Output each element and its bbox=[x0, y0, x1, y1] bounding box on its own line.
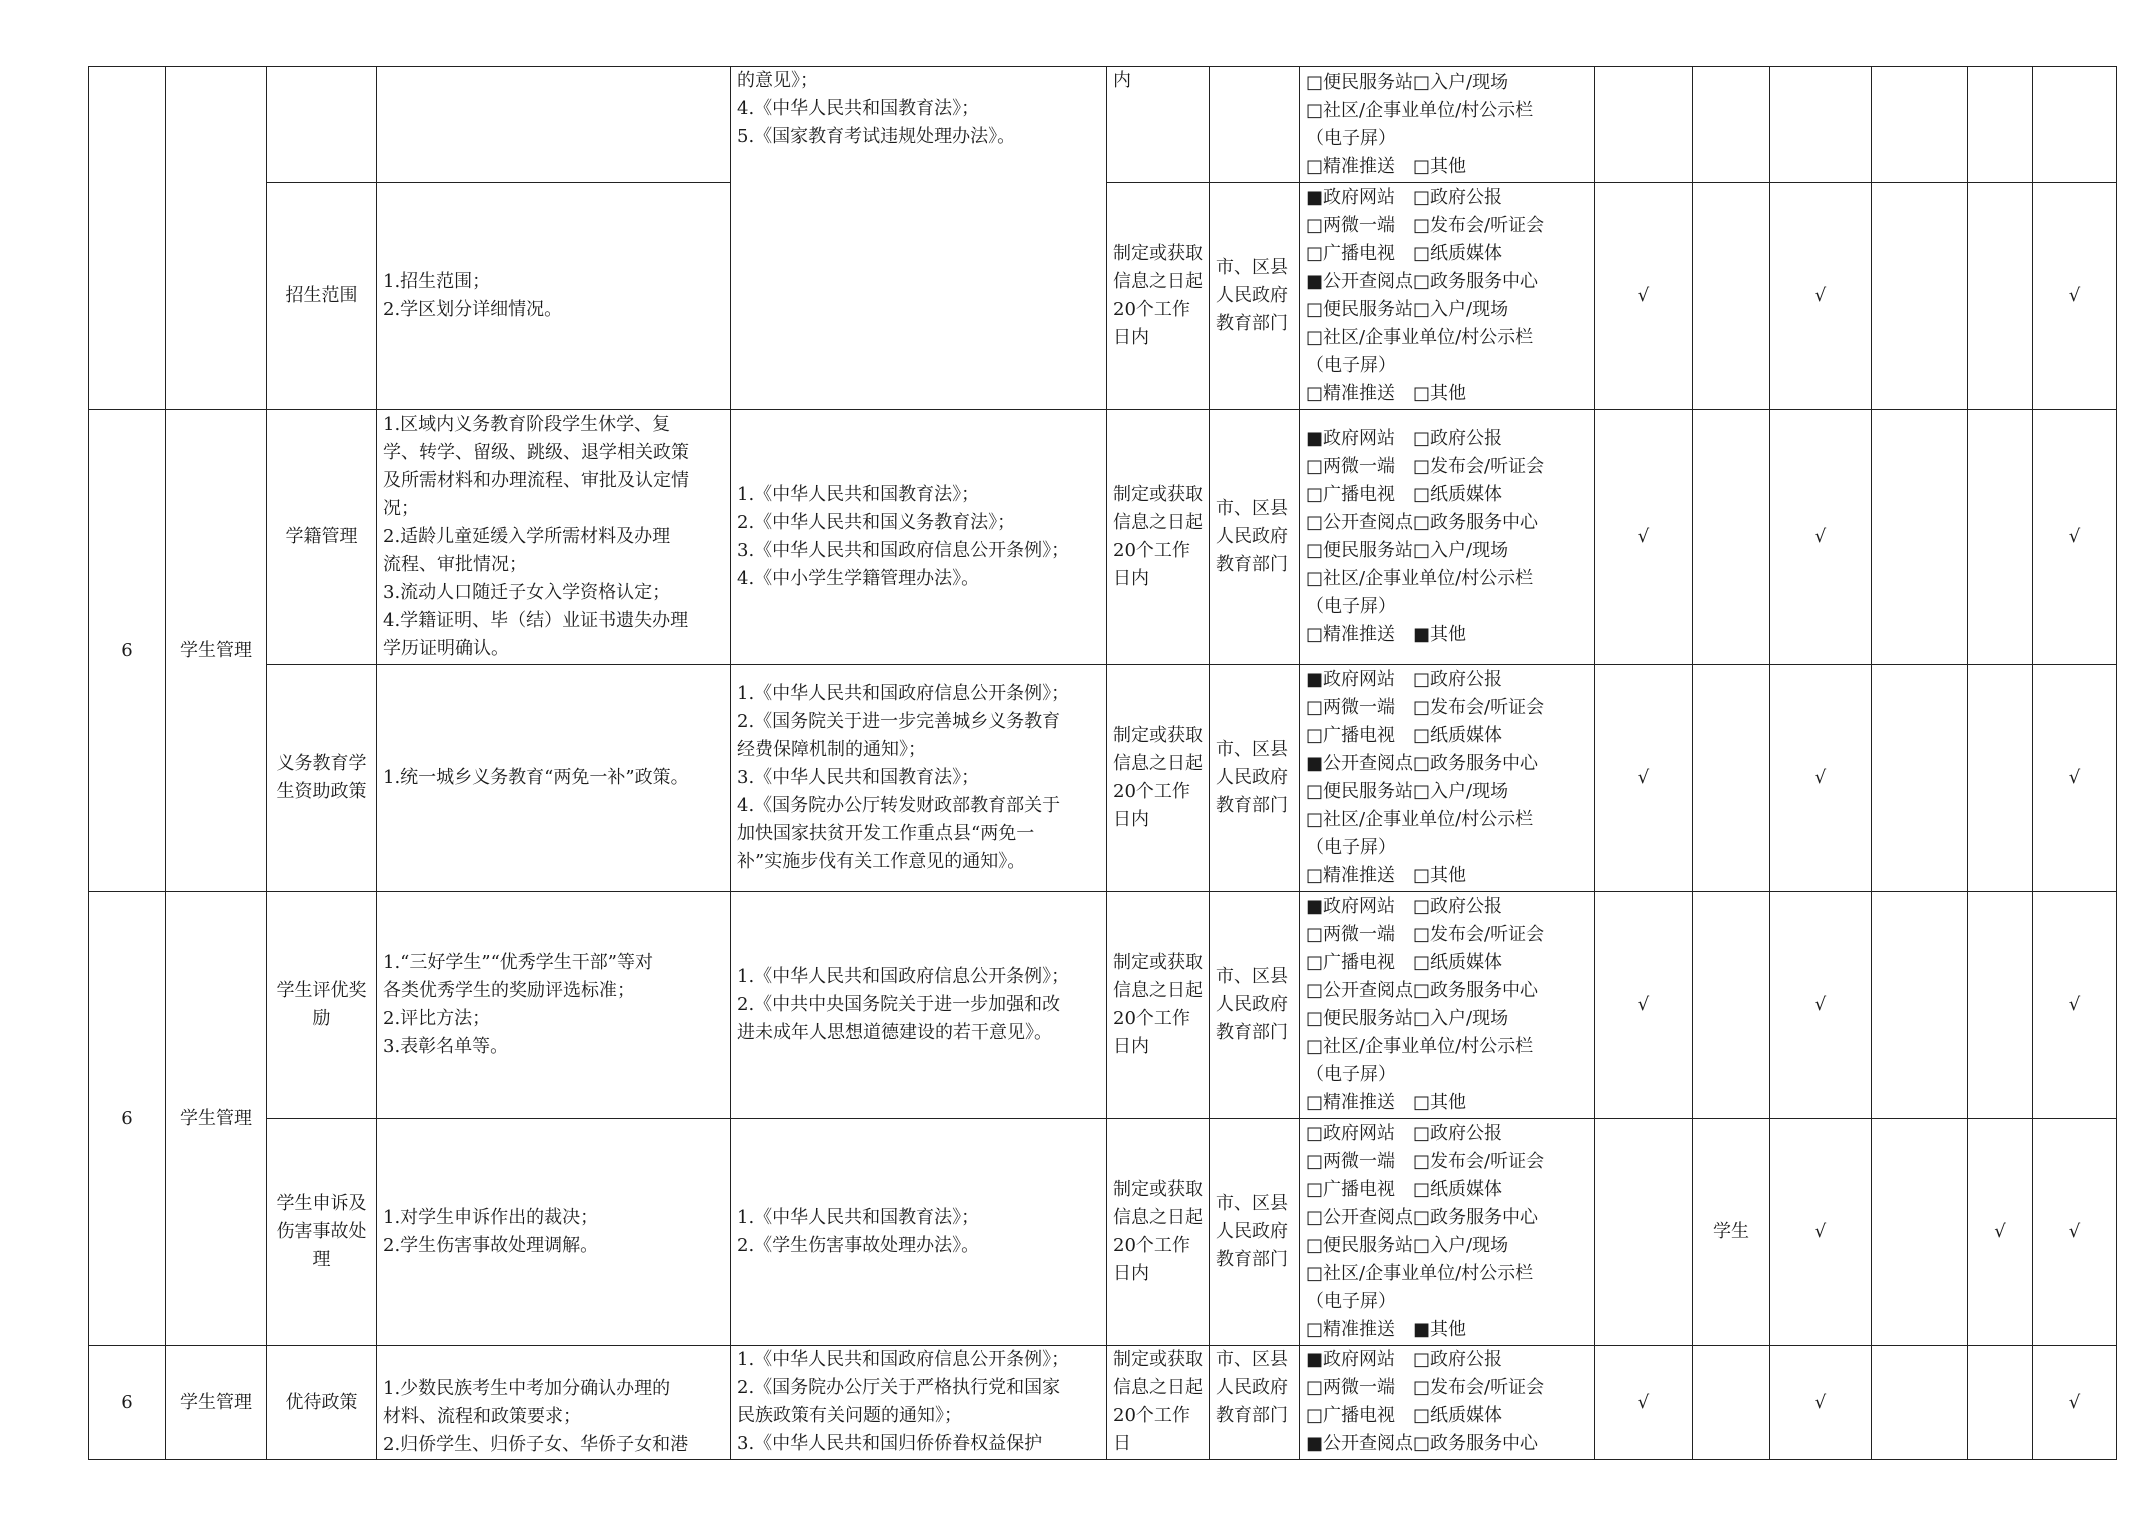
cell-channels bbox=[1300, 665, 1595, 892]
cell-item: 学生评优奖励 bbox=[267, 892, 377, 1119]
channel-line: □便民服务站□入户/现场 bbox=[1306, 71, 1509, 93]
cell-no: 6 bbox=[89, 410, 166, 892]
cell-mark: √ bbox=[1595, 410, 1693, 665]
cell-no: 6 bbox=[89, 892, 166, 1346]
cell-mark: √ bbox=[1595, 665, 1693, 892]
cell-mark bbox=[1968, 665, 2033, 892]
channel-line: □广播电视 □纸质媒体 bbox=[1306, 484, 1503, 505]
content-line: 1.对学生申诉作出的裁决； bbox=[383, 1207, 599, 1228]
cell-subject: 市、区县人民政府教育部门 bbox=[1210, 410, 1300, 665]
channel-line: □两微一端 □发布会/听证会 bbox=[1306, 215, 1545, 236]
cell-subject: 市、区县人民政府教育部门 bbox=[1210, 665, 1300, 892]
cell-mark bbox=[1693, 1346, 1770, 1460]
cell-content bbox=[377, 67, 731, 183]
basis-line: 2.《学生伤害事故处理办法》。 bbox=[737, 1235, 980, 1256]
cell-channels bbox=[1300, 183, 1595, 410]
table-row bbox=[89, 67, 2117, 183]
channel-line: □社区/企事业单位/村公示栏 bbox=[1306, 568, 1534, 589]
cell-mark bbox=[1770, 67, 1872, 183]
cell-mark bbox=[1595, 67, 1693, 183]
cell-category: 学生管理 bbox=[166, 892, 267, 1346]
channel-line: □精准推送 □其他 bbox=[1306, 155, 1467, 177]
channel-line: ■公开查阅点□政务服务中心 bbox=[1306, 1433, 1539, 1454]
channel-line: □公开查阅点□政务服务中心 bbox=[1306, 1207, 1539, 1228]
cell-no bbox=[89, 67, 166, 410]
basis-line: 1.《中华人民共和国政府信息公开条例》； bbox=[737, 966, 1070, 987]
cell-category: 学生管理 bbox=[166, 410, 267, 892]
cell-mark: 学生 bbox=[1693, 1119, 1770, 1346]
cell-subject: 市、区县人民政府教育部门 bbox=[1210, 1346, 1300, 1460]
cell-item: 招生范围 bbox=[267, 183, 377, 410]
cell-time: 制定或获取信息之日起20个工作日 bbox=[1107, 1346, 1210, 1460]
channel-line: □便民服务站□入户/现场 bbox=[1306, 299, 1509, 320]
cell-mark: √ bbox=[1968, 1119, 2033, 1346]
basis-line: 1.《中华人民共和国教育法》； bbox=[737, 1207, 980, 1228]
content-line: 2.归侨学生、归侨子女、华侨子女和港 bbox=[383, 1434, 689, 1455]
cell-mark: √ bbox=[2033, 183, 2117, 410]
cell-mark: √ bbox=[2033, 410, 2117, 665]
channel-line: ■政府网站 □政府公报 bbox=[1306, 669, 1503, 690]
content-line: 1.统一城乡义务教育“两免一补”政策。 bbox=[383, 767, 689, 788]
content-line: 及所需材料和办理流程、审批及认定情 bbox=[383, 470, 689, 491]
cell-subject: 市、区县人民政府教育部门 bbox=[1210, 1119, 1300, 1346]
table-row bbox=[89, 665, 2117, 892]
table-row bbox=[89, 1119, 2117, 1346]
content-line: 1.少数民族考生中考加分确认办理的 bbox=[383, 1378, 671, 1399]
channel-line: （电子屏） bbox=[1306, 355, 1396, 376]
cell-channels bbox=[1300, 1119, 1595, 1346]
content-line: 况； bbox=[383, 498, 419, 519]
channel-line: ■公开查阅点□政务服务中心 bbox=[1306, 271, 1539, 292]
cell-time: 内 bbox=[1107, 67, 1210, 183]
channel-line: □社区/企事业单位/村公示栏 bbox=[1306, 1263, 1534, 1284]
cell-mark bbox=[1968, 892, 2033, 1119]
content-line: 2.学生伤害事故处理调解。 bbox=[383, 1235, 599, 1256]
channel-line: □两微一端 □发布会/听证会 bbox=[1306, 1377, 1545, 1398]
cell-mark bbox=[1872, 67, 1968, 183]
basis-line: 的意见》； bbox=[737, 70, 818, 91]
cell-mark: √ bbox=[1770, 1346, 1872, 1460]
content-line: 学、转学、留级、跳级、退学相关政策 bbox=[383, 442, 689, 463]
channel-line: （电子屏） bbox=[1306, 1291, 1396, 1312]
channel-line: □公开查阅点□政务服务中心 bbox=[1306, 512, 1539, 533]
basis-line: 进未成年人思想道德建设的若干意见》。 bbox=[737, 1022, 1052, 1043]
table-row bbox=[89, 410, 2117, 665]
channel-line: □精准推送 ■其他 bbox=[1306, 624, 1467, 645]
channel-line: ■政府网站 □政府公报 bbox=[1306, 1349, 1503, 1370]
cell-mark bbox=[1872, 665, 1968, 892]
cell-item: 学籍管理 bbox=[267, 410, 377, 665]
channel-line: □社区/企事业单位/村公示栏 bbox=[1306, 1036, 1534, 1057]
cell-mark: √ bbox=[2033, 892, 2117, 1119]
cell-mark bbox=[1872, 410, 1968, 665]
content-line: 1.区域内义务教育阶段学生休学、复 bbox=[383, 414, 671, 435]
cell-mark: √ bbox=[1770, 183, 1872, 410]
cell-mark: √ bbox=[1770, 1119, 1872, 1346]
cell-content bbox=[377, 665, 731, 892]
table-row bbox=[89, 1346, 2117, 1460]
cell-channels bbox=[1300, 1346, 1595, 1460]
cell-content bbox=[377, 1119, 731, 1346]
cell-mark bbox=[1872, 183, 1968, 410]
channel-line: □社区/企事业单位/村公示栏 bbox=[1306, 327, 1534, 348]
cell-channels bbox=[1300, 892, 1595, 1119]
basis-line: 民族政策有关问题的通知》； bbox=[737, 1405, 962, 1426]
channel-line: □公开查阅点□政务服务中心 bbox=[1306, 980, 1539, 1001]
basis-line: 4.《中小学生学籍管理办法》。 bbox=[737, 568, 980, 589]
cell-item: 优待政策 bbox=[267, 1346, 377, 1460]
cell-mark: √ bbox=[1595, 892, 1693, 1119]
content-line: 3.流动人口随迁子女入学资格认定； bbox=[383, 582, 671, 603]
table-row bbox=[89, 892, 2117, 1119]
channel-line: □精准推送 ■其他 bbox=[1306, 1319, 1467, 1340]
channel-line: □两微一端 □发布会/听证会 bbox=[1306, 456, 1545, 477]
cell-mark: √ bbox=[1595, 1346, 1693, 1460]
cell-mark bbox=[1872, 1346, 1968, 1460]
basis-line: 3.《中华人民共和国教育法》； bbox=[737, 767, 980, 788]
basis-line: 1.《中华人民共和国教育法》； bbox=[737, 484, 980, 505]
cell-mark bbox=[1693, 892, 1770, 1119]
channel-line: □精准推送 □其他 bbox=[1306, 383, 1467, 404]
cell-mark bbox=[1968, 183, 2033, 410]
basis-line: 4.《中华人民共和国教育法》； bbox=[737, 98, 980, 119]
content-line: 4.学籍证明、毕（结）业证书遗失办理 bbox=[383, 610, 689, 631]
cell-mark bbox=[1693, 410, 1770, 665]
cell-content bbox=[377, 892, 731, 1119]
cell-mark bbox=[1968, 1346, 2033, 1460]
cell-item bbox=[267, 67, 377, 183]
cell-subject bbox=[1210, 67, 1300, 183]
channel-line: □社区/企事业单位/村公示栏 bbox=[1306, 809, 1534, 830]
cell-mark bbox=[1872, 892, 1968, 1119]
cell-mark: √ bbox=[1595, 183, 1693, 410]
channel-line: （电子屏） bbox=[1306, 127, 1396, 149]
content-line: 2.评比方法； bbox=[383, 1008, 491, 1029]
basis-line: 加快国家扶贫开发工作重点县“两免一 bbox=[737, 823, 1035, 844]
basis-line: 补”实施步伐有关工作意见的通知》。 bbox=[737, 851, 1026, 872]
channel-line: □政府网站 □政府公报 bbox=[1306, 1123, 1503, 1144]
cell-time: 制定或获取信息之日起20个工作日内 bbox=[1107, 1119, 1210, 1346]
cell-content bbox=[377, 410, 731, 665]
channel-line: □便民服务站□入户/现场 bbox=[1306, 1235, 1509, 1256]
cell-channels bbox=[1300, 410, 1595, 665]
cell-basis bbox=[731, 410, 1107, 665]
basis-line: 经费保障机制的通知》； bbox=[737, 739, 926, 760]
channel-line: □广播电视 □纸质媒体 bbox=[1306, 243, 1503, 264]
cell-category: 学生管理 bbox=[166, 1346, 267, 1460]
cell-content bbox=[377, 1346, 731, 1460]
content-line: 1.“三好学生”“优秀学生干部”等对 bbox=[383, 952, 653, 973]
content-line: 2.学区划分详细情况。 bbox=[383, 299, 563, 320]
channel-line: □两微一端 □发布会/听证会 bbox=[1306, 924, 1545, 945]
basis-line: 3.《中华人民共和国政府信息公开条例》； bbox=[737, 540, 1070, 561]
cell-basis bbox=[731, 67, 1107, 410]
channel-line: □广播电视 □纸质媒体 bbox=[1306, 1179, 1503, 1200]
cell-no: 6 bbox=[89, 1346, 166, 1460]
content-line: 材料、流程和政策要求； bbox=[383, 1406, 581, 1427]
disclosure-table bbox=[88, 66, 2117, 1460]
cell-mark: √ bbox=[2033, 665, 2117, 892]
cell-mark: √ bbox=[2033, 1346, 2117, 1460]
channel-line: □精准推送 □其他 bbox=[1306, 865, 1467, 886]
cell-subject: 市、区县人民政府教育部门 bbox=[1210, 892, 1300, 1119]
channel-line: □便民服务站□入户/现场 bbox=[1306, 1008, 1509, 1029]
cell-content bbox=[377, 183, 731, 410]
basis-line: 5.《国家教育考试违规处理办法》。 bbox=[737, 126, 1016, 147]
channel-line: □广播电视 □纸质媒体 bbox=[1306, 725, 1503, 746]
channel-line: □广播电视 □纸质媒体 bbox=[1306, 952, 1503, 973]
cell-channels bbox=[1300, 67, 1595, 183]
content-line: 流程、审批情况； bbox=[383, 554, 527, 575]
channel-line: □精准推送 □其他 bbox=[1306, 1092, 1467, 1113]
cell-mark: √ bbox=[2033, 1119, 2117, 1346]
cell-time: 制定或获取信息之日起20个工作日内 bbox=[1107, 410, 1210, 665]
basis-line: 4.《国务院办公厅转发财政部教育部关于 bbox=[737, 795, 1061, 816]
cell-mark: √ bbox=[1770, 665, 1872, 892]
cell-category bbox=[166, 67, 267, 410]
cell-mark bbox=[1872, 1119, 1968, 1346]
cell-basis bbox=[731, 1346, 1107, 1460]
channel-line: ■公开查阅点□政务服务中心 bbox=[1306, 753, 1539, 774]
content-line: 2.适龄儿童延缓入学所需材料及办理 bbox=[383, 526, 671, 547]
channel-line: □广播电视 □纸质媒体 bbox=[1306, 1405, 1503, 1426]
cell-time: 制定或获取信息之日起20个工作日内 bbox=[1107, 892, 1210, 1119]
cell-item: 学生申诉及伤害事故处理 bbox=[267, 1119, 377, 1346]
cell-subject: 市、区县人民政府教育部门 bbox=[1210, 183, 1300, 410]
basis-line: 2.《国务院关于进一步完善城乡义务教育 bbox=[737, 711, 1061, 732]
channel-line: ■政府网站 □政府公报 bbox=[1306, 187, 1503, 208]
cell-mark bbox=[2033, 67, 2117, 183]
basis-line: 2.《国务院办公厅关于严格执行党和国家 bbox=[737, 1377, 1061, 1398]
cell-time: 制定或获取信息之日起20个工作日内 bbox=[1107, 183, 1210, 410]
cell-mark: √ bbox=[1770, 410, 1872, 665]
cell-mark bbox=[1693, 183, 1770, 410]
cell-basis bbox=[731, 1119, 1107, 1346]
cell-mark: √ bbox=[1770, 892, 1872, 1119]
channel-line: □两微一端 □发布会/听证会 bbox=[1306, 1151, 1545, 1172]
basis-line: 2.《中共中央国务院关于进一步加强和改 bbox=[737, 994, 1061, 1015]
cell-mark bbox=[1693, 665, 1770, 892]
channel-line: （电子屏） bbox=[1306, 837, 1396, 858]
content-line: 1.招生范围； bbox=[383, 271, 491, 292]
cell-basis bbox=[731, 892, 1107, 1119]
content-line: 学历证明确认。 bbox=[383, 638, 509, 659]
channel-line: □两微一端 □发布会/听证会 bbox=[1306, 697, 1545, 718]
channel-line: （电子屏） bbox=[1306, 1064, 1396, 1085]
content-line: 各类优秀学生的奖励评选标准； bbox=[383, 980, 635, 1001]
cell-basis bbox=[731, 665, 1107, 892]
cell-time: 制定或获取信息之日起20个工作日内 bbox=[1107, 665, 1210, 892]
channel-line: □便民服务站□入户/现场 bbox=[1306, 540, 1509, 561]
channel-line: ■政府网站 □政府公报 bbox=[1306, 428, 1503, 449]
cell-mark bbox=[1968, 410, 2033, 665]
channel-line: ■政府网站 □政府公报 bbox=[1306, 896, 1503, 917]
channel-line: （电子屏） bbox=[1306, 596, 1396, 617]
basis-line: 1.《中华人民共和国政府信息公开条例》； bbox=[737, 683, 1070, 704]
channel-line: □便民服务站□入户/现场 bbox=[1306, 781, 1509, 802]
cell-item: 义务教育学生资助政策 bbox=[267, 665, 377, 892]
content-line: 3.表彰名单等。 bbox=[383, 1036, 509, 1057]
cell-mark bbox=[1693, 67, 1770, 183]
channel-line: □社区/企事业单位/村公示栏 bbox=[1306, 99, 1534, 121]
basis-line: 1.《中华人民共和国政府信息公开条例》； bbox=[737, 1349, 1070, 1370]
basis-line: 2.《中华人民共和国义务教育法》； bbox=[737, 512, 1016, 533]
basis-line: 3.《中华人民共和国归侨侨眷权益保护 bbox=[737, 1433, 1043, 1454]
cell-mark bbox=[1595, 1119, 1693, 1346]
cell-mark bbox=[1968, 67, 2033, 183]
